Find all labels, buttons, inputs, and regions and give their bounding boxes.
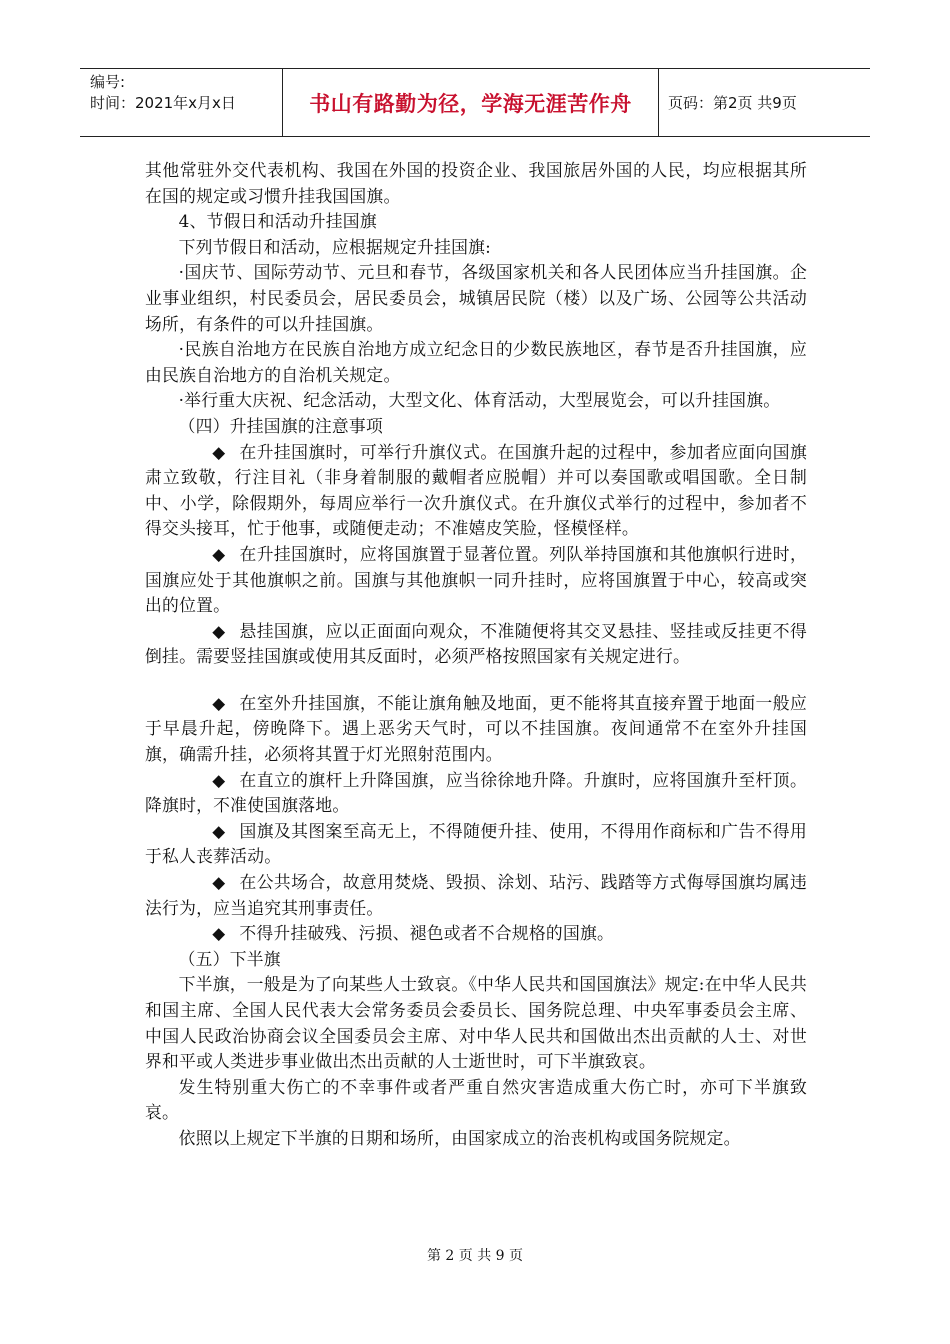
diamond-bullet-icon: ◆	[212, 543, 226, 564]
paragraph-text: 下半旗，一般是为了向某些人士致哀。《中华人民共和国国旗法》规定:在中华人民共和国主席、全国人民代表大会常务委员会委员长、国务院总理、中央军事委员会主席、中国人民政治协商会议全国委员会主席、对中华人民共和国做出杰出贡献的人士、对世界和平或人类进步事业做出杰出贡献的人士逝世时，可下半旗致哀。	[145, 974, 807, 1072]
paragraph-text: ·举行重大庆祝、纪念活动，大型文化、体育活动，大型展览会，可以升挂国旗。	[178, 390, 781, 411]
bullet-paragraph	[145, 440, 807, 542]
bullet-paragraph	[145, 768, 807, 819]
bullet-paragraph	[145, 691, 807, 768]
diamond-bullet-icon: ◆	[212, 692, 226, 713]
paragraph-text: 依照以上规定下半旗的日期和场所，由国家成立的治丧机构或国务院规定。	[178, 1127, 741, 1148]
diamond-bullet-icon: ◆	[212, 441, 226, 462]
paragraph-text: 在升挂国旗时，可举行升旗仪式。在国旗升起的过程中，参加者应面向国旗肃立致敬，行注目礼（非身着制服的戴帽者应脱帽）并可以奏国歌或唱国歌。全日制中、小学，除假期外，每周应举行一次升旗仪式。在升旗仪式举行的过程中，参加者不得交头接耳，忙于他事，或随便走动；不准嬉皮笑脸，怪模怪样。	[145, 441, 807, 539]
bullet-paragraph	[145, 619, 807, 670]
paragraph	[145, 947, 807, 973]
paragraph-text: 悬挂国旗，应以正面面向观众，不准随便将其交叉悬挂、竖挂或反挂更不得倒挂。需要竖挂国旗或使用其反面时，必须严格按照国家有关规定进行。	[145, 620, 807, 667]
diamond-bullet-icon: ◆	[212, 769, 226, 790]
time-label: 时间：2021年x月x日	[90, 94, 236, 112]
paragraph	[145, 337, 807, 388]
bullet-paragraph	[145, 819, 807, 870]
paragraph-text: 其他常驻外交代表机构、我国在外国的投资企业、我国旅居外国的人民，均应根据其所在国的规定或习惯升挂我国国旗。	[145, 160, 807, 206]
paragraph	[145, 1126, 807, 1152]
paragraph	[145, 414, 807, 440]
paragraph	[145, 1075, 807, 1126]
diamond-bullet-icon: ◆	[212, 872, 226, 893]
paragraph-text: （五）下半旗	[178, 948, 281, 969]
paragraph-text: ·国庆节、国际劳动节、元旦和春节，各级国家机关和各人民团体应当升挂国旗。企业事业组织，村民委员会，居民委员会，城镇居民院（楼）以及广场、公园等公共活动场所，有条件的可以升挂国旗。	[145, 262, 807, 334]
bullet-paragraph	[145, 542, 807, 619]
page-header	[80, 68, 870, 137]
paragraph-text: 在公共场合，故意用焚烧、毁损、涂划、玷污、践踏等方式侮辱国旗均属违法行为，应当追究其刑事责任。	[145, 872, 807, 918]
diamond-bullet-icon: ◆	[212, 923, 226, 944]
paragraph-text: 国旗及其图案至高无上，不得随便升挂、使用，不得用作商标和广告不得用于私人丧葬活动。	[145, 820, 807, 867]
diamond-bullet-icon: ◆	[212, 620, 226, 641]
paragraph-text: 发生特别重大伤亡的不幸事件或者严重自然灾害造成重大伤亡时，亦可下半旗致哀。	[145, 1076, 807, 1123]
paragraph-text: ·民族自治地方在民族自治地方成立纪念日的少数民族地区，春节是否升挂国旗，应由民族自治地方的自治机关规定。	[145, 339, 807, 385]
header-page-label: 页码：第2页 共9页	[668, 94, 797, 112]
header-meta	[80, 69, 283, 136]
diamond-bullet-icon: ◆	[212, 820, 226, 841]
paragraph-text: 在直立的旗杆上升降国旗，应当徐徐地升降。升旗时，应将国旗升至杆顶。降旗时，不准使国旗落地。	[145, 769, 807, 816]
paragraph-text: 4、节假日和活动升挂国旗	[178, 211, 377, 232]
paragraph	[145, 209, 807, 235]
paragraph-text: （四）升挂国旗的注意事项	[178, 415, 383, 436]
bullet-paragraph	[145, 870, 807, 921]
paragraph	[145, 235, 807, 261]
doc-number-label: 编号:	[90, 73, 126, 91]
paragraph-text: 在升挂国旗时，应将国旗置于显著位置。列队举持国旗和其他旗帜行进时，国旗应处于其他旗帜之前。国旗与其他旗帜一同升挂时，应将国旗置于中心，较高或突出的位置。	[145, 543, 807, 616]
page-footer: 第 2 页 共 9 页	[426, 1248, 524, 1264]
header-motto: 书山有路勤为径，学海无涯苦作舟	[283, 69, 659, 136]
paragraph	[145, 158, 807, 209]
paragraph-text: 不得升挂破残、污损、褪色或者不合规格的国旗。	[239, 923, 615, 944]
bullet-paragraph	[145, 921, 807, 947]
paragraph-text: 下列节假日和活动，应根据规定升挂国旗:	[178, 236, 492, 257]
paragraph	[145, 388, 807, 414]
document-body	[145, 158, 807, 1152]
paragraph	[145, 972, 807, 1074]
paragraph-text: 在室外升挂国旗，不能让旗角触及地面，更不能将其直接弃置于地面一般应于早晨升起，傍晚降下。遇上恶劣天气时，可以不挂国旗。夜间通常不在室外升挂国旗，确需升挂，必须将其置于灯光照射范围内。	[145, 692, 807, 765]
paragraph	[145, 260, 807, 337]
